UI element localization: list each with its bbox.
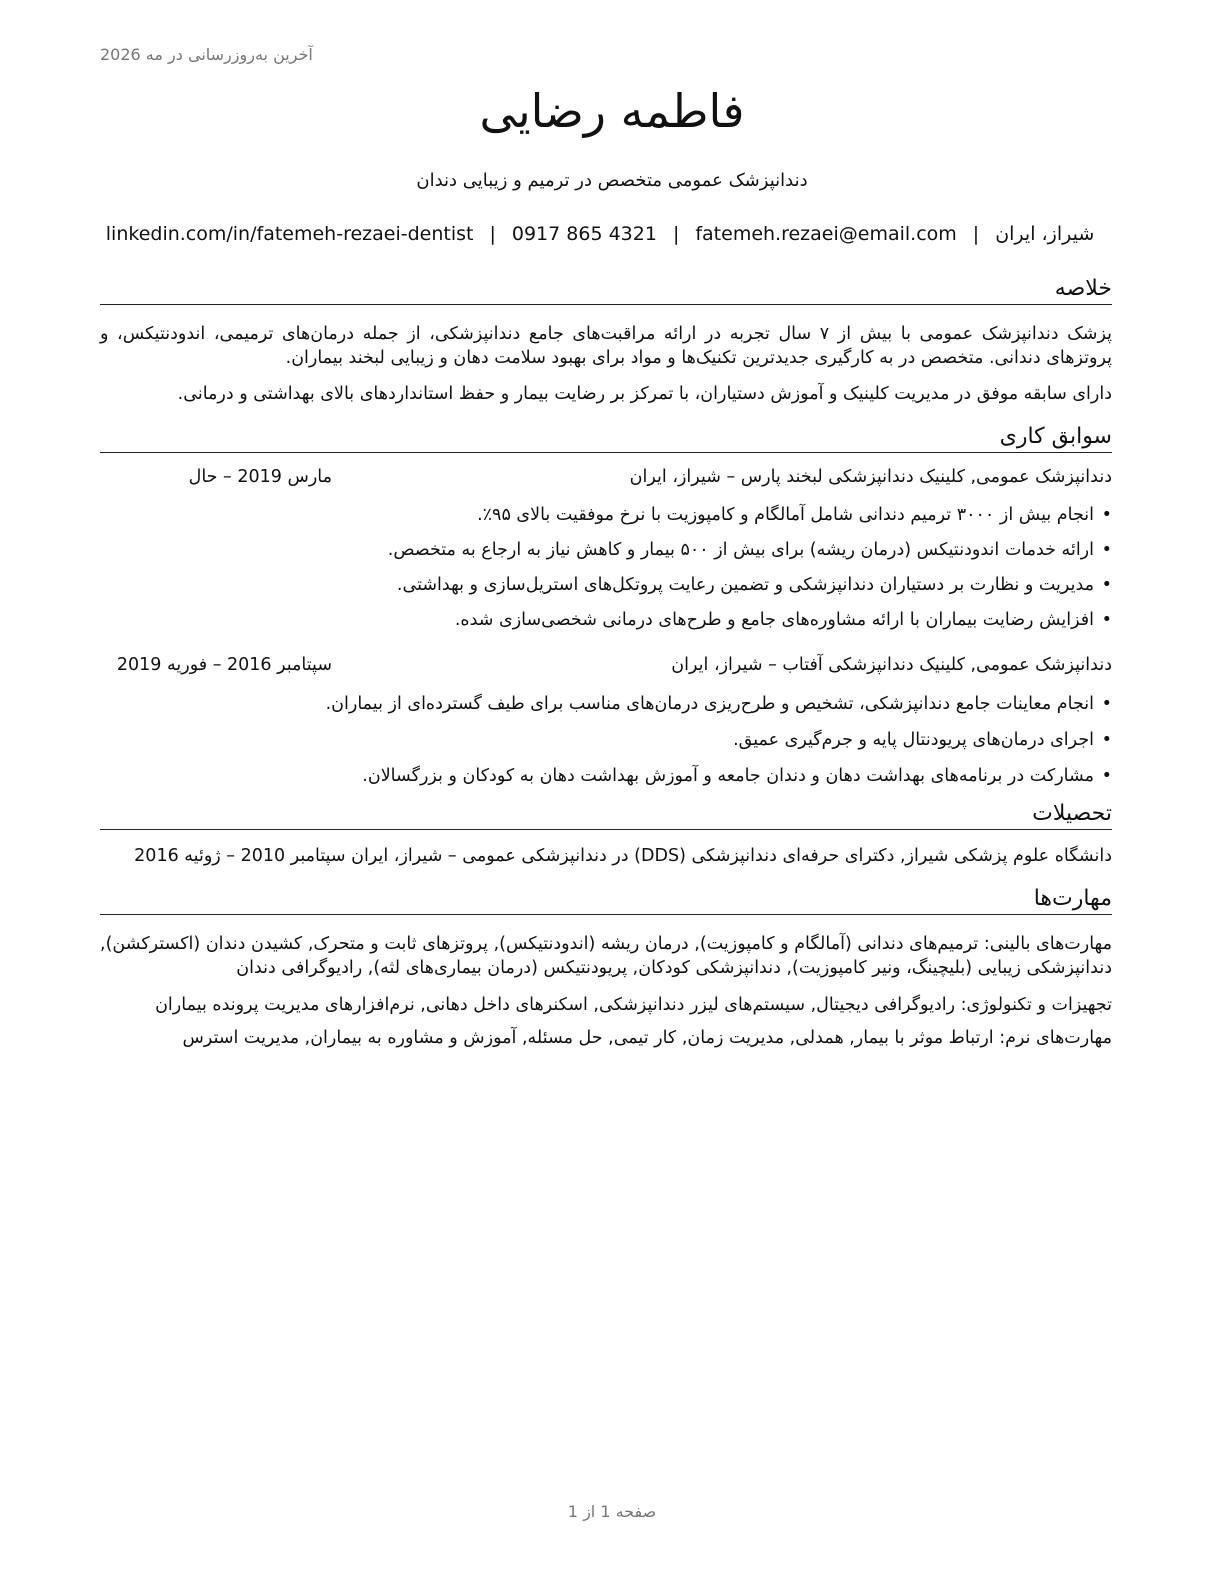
skills-equipment: تجهیزات و تکنولوژی: رادیوگرافی دیجیتال, سیستم‌های لیزر دندانپزشکی, اسکنرهای داخل دهانی, نرم‌افزارهای مدیریت پرونده بیماران: [155, 995, 1112, 1015]
candidate-title: دندانپزشک عمومی متخصص در ترمیم و زیبایی دندان: [416, 170, 808, 191]
list-item: • افزایش رضایت بیماران با ارائه مشاوره‌های جامع و طرح‌های درمانی شخصی‌سازی شده.: [100, 603, 1112, 638]
page-footer: صفحه 1 از 1: [567, 1502, 657, 1521]
education-entry: دانشگاه علوم پزشکی شیراز, دکترای حرفه‌ای دندانپزشکی (DDS) در دندانپزشکی عمومی – شیراز، ایران سپتامبر 2010 – ژوئیه 2016: [134, 846, 1112, 866]
summary-paragraph: پزشک دندانپزشک عمومی با بیش از ۷ سال تجربه در ارائه مراقبت‌های جامع دندانپزشکی، از جمله درمان‌های ترمیمی، اندودنتیکس، و پروتزهای دندانی. متخصص در به کارگیری جدیدترین تکنیک‌ها و مواد برای بهبود سلامت دهان و زیبایی لبخند بیماران.: [100, 324, 1112, 368]
last-updated: آخرین به‌روزرسانی در مه 2026: [100, 45, 313, 64]
experience-heading: سوابق کاری: [100, 424, 1112, 453]
job-bullets: [100, 686, 1112, 794]
list-item: • مشارکت در برنامه‌های بهداشت دهان و دندان جامعه و آموزش بهداشت دهان به کودکان و بزرگسالان.: [100, 758, 1112, 794]
contact-separator: |: [672, 223, 680, 245]
contact-line: [100, 223, 1100, 245]
contact-separator: |: [489, 223, 496, 245]
job-role: دندانپزشک عمومی, کلینیک دندانپزشکی لبخند پارس – شیراز، ایران: [629, 467, 1112, 487]
job-dates: مارس 2019 – حال: [188, 467, 332, 487]
education-heading: تحصیلات: [100, 801, 1112, 830]
list-item: • انجام بیش از ۳۰۰۰ ترمیم دندانی شامل آمالگام و کامپوزیت با نرخ موفقیت بالای ۹۵٪.: [100, 498, 1112, 533]
list-item: • ارائه خدمات اندودنتیکس (درمان ریشه) برای بیش از ۵۰۰ بیمار و کاهش نیاز به ارجاع به متخصص.: [100, 533, 1112, 568]
list-item: • اجرای درمان‌های پریودنتال پایه و جرم‌گیری عمیق.: [100, 722, 1112, 758]
contact-email[interactable]: fatemeh.rezaei@email.com: [695, 223, 957, 245]
list-item: • مدیریت و نظارت بر دستیاران دندانپزشکی و تضمین رعایت پروتکل‌های استریل‌سازی و بهداشتی.: [100, 568, 1112, 603]
summary-paragraph: دارای سابقه موفق در مدیریت کلینیک و آموزش دستیاران، با تمرکز بر رضایت بیمار و حفظ استانداردهای بالای بهداشتی و درمانی.: [177, 384, 1112, 404]
contact-phone[interactable]: 0917 865 4321: [511, 223, 657, 245]
contact-separator: |: [972, 223, 980, 245]
job-header: [100, 467, 1112, 493]
skills-clinical: مهارت‌های بالینی: ترمیم‌های دندانی (آمالگام و کامپوزیت), درمان ریشه (اندودنتیکس), پروتزهای ثابت و متحرک, کشیدن دندان (اکسترکشن), دندانپزشکی زیبایی (بلیچینگ، ونیر کامپوزیت), دندانپزشکی کودکان, پریودنتیکس (درمان بیماری‌های لثه), رادیوگرافی دندان: [100, 934, 1112, 978]
contact-location: شیراز، ایران: [995, 223, 1095, 245]
job-header: [100, 655, 1112, 681]
candidate-name: فاطمه رضایی: [479, 84, 745, 138]
job-dates: سپتامبر 2016 – فوریه 2019: [116, 655, 332, 675]
contact-linkedin[interactable]: linkedin.com/in/fatemeh-rezaei-dentist: [105, 223, 474, 245]
skills-heading: مهارت‌ها: [100, 886, 1112, 915]
summary-heading: خلاصه: [100, 276, 1112, 305]
job-bullets: [100, 498, 1112, 638]
skills-soft: مهارت‌های نرم: ارتباط موثر با بیمار, همدلی, مدیریت زمان, کار تیمی, حل مسئله, آموزش و مشاوره به بیماران, مدیریت استرس: [182, 1028, 1112, 1048]
job-role: دندانپزشک عمومی, کلینیک دندانپزشکی آفتاب – شیراز، ایران: [671, 655, 1112, 675]
list-item: • انجام معاینات جامع دندانپزشکی، تشخیص و طرح‌ریزی درمان‌های مناسب برای طیف گسترده‌ای از بیماران.: [100, 686, 1112, 722]
